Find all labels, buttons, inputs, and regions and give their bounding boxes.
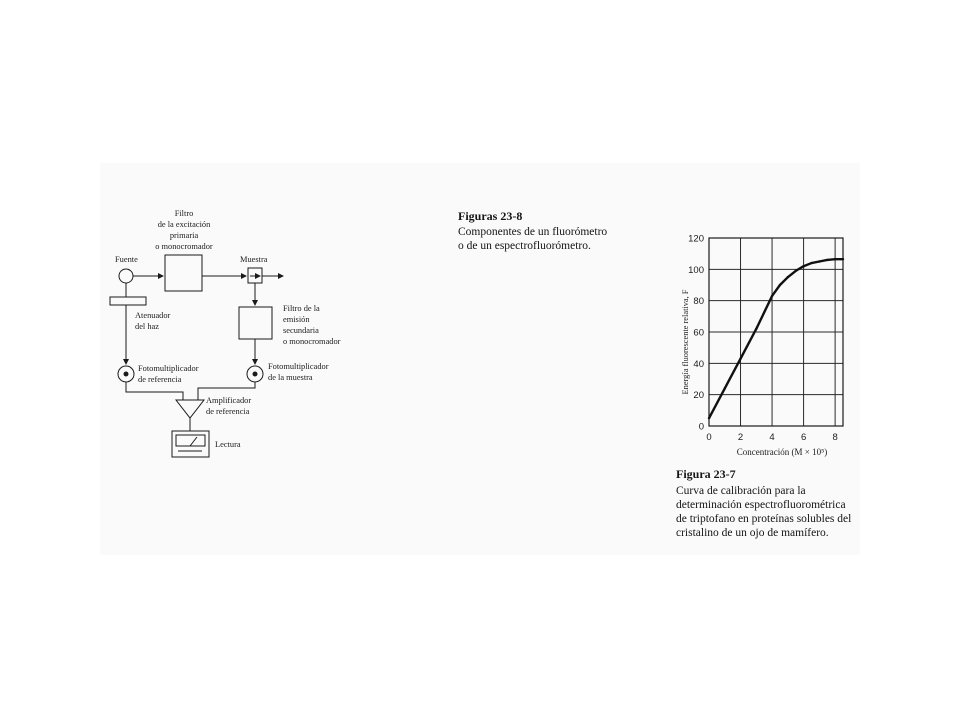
chart-grid [709, 238, 843, 426]
emission-filter-label-4: o monocromador [283, 337, 341, 346]
fluorometer-caption-line-1: Componentes de un fluorómetro [458, 226, 608, 238]
excitation-filter-label-2: de la excitación [157, 220, 211, 229]
data-point [795, 270, 797, 272]
x-tick-label: 2 [737, 432, 744, 443]
data-point [802, 265, 804, 267]
data-point [724, 387, 726, 389]
sample-pmt-dot [253, 372, 257, 376]
reference-pmt-label-1: Fotomultiplicador [138, 364, 199, 373]
x-axis-label: Concentración (M × 10⁵) [736, 447, 828, 457]
readout-label: Lectura [215, 440, 241, 449]
reference-wire [126, 382, 183, 400]
amplifier [176, 400, 204, 418]
data-point [834, 258, 836, 260]
y-tick-label: 20 [693, 390, 704, 402]
reference-pmt-dot [124, 372, 128, 376]
fluorometer-caption [458, 209, 607, 252]
y-tick-label: 120 [688, 233, 704, 245]
amplifier-label-2: de referencia [206, 407, 250, 416]
chart-ticks [688, 234, 838, 444]
y-tick-label: 60 [693, 327, 704, 339]
y-tick-label: 100 [688, 264, 704, 276]
data-point [818, 260, 820, 262]
emission-filter-label-3: secundaria [283, 326, 319, 335]
sample-label: Muestra [240, 255, 268, 264]
data-point [739, 357, 741, 359]
y-tick-label: 0 [698, 421, 704, 433]
reference-pmt-label-2: de referencia [138, 375, 182, 384]
x-tick-label: 6 [800, 432, 807, 443]
amplifier-label-1: Amplificador [206, 396, 252, 405]
y-tick-label: 40 [693, 358, 704, 370]
y-tick-label: 80 [693, 296, 704, 308]
calibration-chart [681, 234, 844, 458]
excitation-filter-label-4: o monocromador [155, 242, 213, 251]
y-axis-label: Energía fluorescente relativa, F [681, 289, 690, 395]
x-tick-label: 8 [832, 432, 838, 443]
data-point [755, 328, 757, 330]
source-lamp [119, 269, 133, 283]
excitation-filter-box [165, 255, 202, 291]
meter-needle [190, 437, 197, 446]
fluorometer-caption-line-2: o de un espectrofluorómetro. [458, 240, 591, 252]
x-tick-label: 4 [769, 432, 775, 443]
data-point [708, 417, 710, 419]
excitation-filter-label-1: Filtro [174, 209, 194, 218]
data-point [842, 258, 844, 260]
source-label: Fuente [115, 255, 138, 264]
excitation-filter-label-3: primaria [169, 231, 199, 240]
sample-pmt-label-1: Fotomultiplicador [268, 362, 329, 371]
data-point [810, 262, 812, 264]
calibration-caption-line-2: determinación espectrofluorométrica [676, 499, 846, 511]
attenuator-label-2: del haz [135, 322, 159, 331]
beam-attenuator [110, 297, 146, 305]
calibration-figure-number: Figura 23-7 [676, 467, 736, 481]
meter-face [176, 435, 205, 446]
emission-filter-label-1: Filtro de la [283, 304, 320, 313]
data-point [779, 284, 781, 286]
calibration-caption-line-1: Curva de calibración para la [676, 485, 806, 497]
data-point [787, 276, 789, 278]
x-tick-label: 0 [706, 432, 712, 443]
attenuator-label-1: Atenuador [135, 311, 171, 320]
emission-filter-label-2: emisión [283, 315, 310, 324]
fluorometer-figure-number: Figuras 23-8 [458, 209, 523, 223]
data-point [771, 295, 773, 297]
calibration-caption [676, 467, 851, 539]
data-point [826, 259, 828, 261]
calibration-caption-line-3: de triptofano en proteínas solubles del [676, 513, 852, 525]
sample-pmt-label-2: de la muestra [268, 373, 313, 382]
calibration-caption-line-4: cristalino de un ojo de mamífero. [676, 527, 829, 539]
diagram-labels [115, 209, 341, 449]
fluorometer-diagram [110, 255, 283, 457]
emission-filter-box [239, 307, 272, 339]
